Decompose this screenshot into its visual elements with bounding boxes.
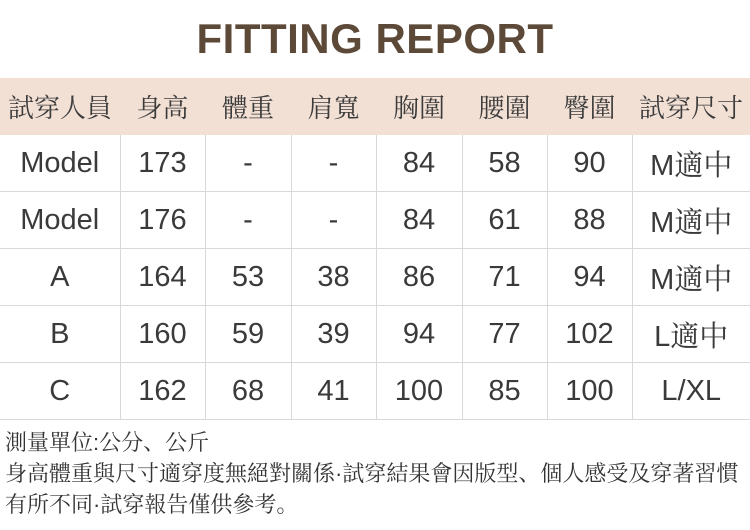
table-cell: 164 <box>120 249 205 306</box>
table-cell: 94 <box>376 306 462 363</box>
table-cell: 100 <box>547 363 632 420</box>
table-cell: M適中 <box>632 249 750 306</box>
table-cell: - <box>291 135 376 192</box>
table-cell: M適中 <box>632 135 750 192</box>
table-cell: 41 <box>291 363 376 420</box>
column-header-hip: 臀圍 <box>547 78 632 135</box>
column-header-bust: 胸圍 <box>376 78 462 135</box>
note-disclaimer: 身高體重與尺寸適穿度無絕對關係·試穿結果會因版型、個人感受及穿著習慣有所不同·試穿報告僅供參考。 <box>5 461 739 517</box>
table-cell: L適中 <box>632 306 750 363</box>
table-cell: 38 <box>291 249 376 306</box>
table-cell: 85 <box>462 363 547 420</box>
header-row <box>0 78 750 135</box>
table-cell: 59 <box>205 306 291 363</box>
table-cell: 86 <box>376 249 462 306</box>
table-cell: 94 <box>547 249 632 306</box>
table-cell: 71 <box>462 249 547 306</box>
column-header-height: 身高 <box>120 78 205 135</box>
table-cell: - <box>205 135 291 192</box>
table-cell: 173 <box>120 135 205 192</box>
table-cell: - <box>205 192 291 249</box>
table-cell: 162 <box>120 363 205 420</box>
table-cell: 53 <box>205 249 291 306</box>
column-header-size: 試穿尺寸 <box>632 78 750 135</box>
table-cell: 88 <box>547 192 632 249</box>
table-row <box>0 192 750 249</box>
table-cell: 160 <box>120 306 205 363</box>
table-cell: 61 <box>462 192 547 249</box>
column-header-waist: 腰圍 <box>462 78 547 135</box>
page-title: FITTING REPORT <box>196 15 554 62</box>
table-cell: 58 <box>462 135 547 192</box>
column-header-shoulder: 肩寬 <box>291 78 376 135</box>
table-cell: M適中 <box>632 192 750 249</box>
table-cell: - <box>291 192 376 249</box>
footnotes <box>0 420 750 520</box>
table-cell: L/XL <box>632 363 750 420</box>
table-cell: 176 <box>120 192 205 249</box>
table-cell: B <box>0 306 120 363</box>
table-row <box>0 306 750 363</box>
column-header-tester: 試穿人員 <box>0 78 120 135</box>
table-cell: 84 <box>376 192 462 249</box>
note-measurement-units: 測量單位:公分、公斤 <box>5 430 210 455</box>
table-cell: 100 <box>376 363 462 420</box>
table-cell: 77 <box>462 306 547 363</box>
table-cell: 90 <box>547 135 632 192</box>
table-cell: 39 <box>291 306 376 363</box>
fitting-table <box>0 78 750 420</box>
column-header-weight: 體重 <box>205 78 291 135</box>
table-cell: Model <box>0 135 120 192</box>
table-cell: A <box>0 249 120 306</box>
table-row <box>0 363 750 420</box>
table-cell: Model <box>0 192 120 249</box>
table-cell: 102 <box>547 306 632 363</box>
table-cell: 68 <box>205 363 291 420</box>
table-row <box>0 249 750 306</box>
table-row <box>0 135 750 192</box>
table-cell: 84 <box>376 135 462 192</box>
table-cell: C <box>0 363 120 420</box>
